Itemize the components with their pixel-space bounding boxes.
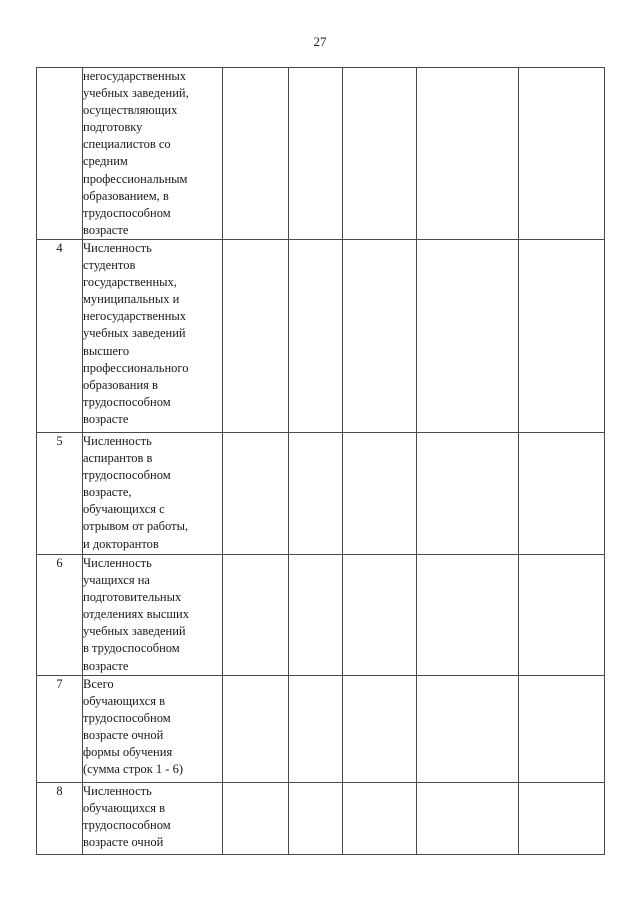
table-cell — [289, 555, 343, 676]
table-cell — [223, 676, 289, 783]
table-cell — [223, 555, 289, 676]
table-row — [37, 783, 605, 855]
description-line: Численность — [83, 434, 152, 448]
table-cell — [519, 555, 605, 676]
description-line: негосударственных — [83, 309, 187, 324]
table-row — [37, 68, 605, 240]
table-cell — [417, 433, 519, 555]
description-line: возрасте, — [83, 485, 132, 500]
row-description — [83, 240, 223, 433]
description-line: отрывом от работы, — [83, 519, 189, 534]
table-cell — [223, 783, 289, 855]
description-line: аспирантов в — [83, 451, 153, 466]
table-row — [37, 676, 605, 783]
description-line: трудоспособном — [83, 711, 171, 726]
description-line: трудоспособном — [83, 468, 171, 483]
description-line: негосударственных — [83, 69, 187, 83]
description-line: возрасте очной — [83, 728, 164, 743]
table-cell — [289, 676, 343, 783]
table-cell — [223, 68, 289, 240]
description-line: специалистов со — [83, 137, 171, 152]
table-cell — [519, 68, 605, 240]
row-number: 6 — [37, 555, 83, 676]
table-cell — [343, 433, 417, 555]
table-cell — [519, 783, 605, 855]
table-cell — [343, 783, 417, 855]
description-line: возрасте очной — [83, 835, 164, 850]
description-line: возрасте — [83, 222, 129, 237]
description-line: подготовительных — [83, 590, 182, 605]
description-line: возрасте — [83, 658, 129, 673]
table-cell — [417, 676, 519, 783]
row-number: 7 — [37, 676, 83, 783]
description-line: в трудоспособном — [83, 641, 180, 656]
description-line: учебных заведений — [83, 624, 186, 639]
description-line: средним — [83, 154, 128, 169]
table-cell — [519, 433, 605, 555]
table-cell — [343, 676, 417, 783]
description-line: высшего — [83, 343, 130, 358]
data-table — [36, 67, 605, 855]
description-line: возрасте — [83, 411, 129, 426]
description-line: учащихся на — [83, 573, 150, 588]
row-description — [83, 433, 223, 555]
table-cell — [417, 68, 519, 240]
description-line: Численность — [83, 556, 152, 570]
table-cell — [417, 783, 519, 855]
row-description — [83, 68, 223, 240]
row-number: 4 — [37, 240, 83, 433]
table-cell — [343, 240, 417, 433]
description-line: профессиональным — [83, 171, 188, 186]
table-cell — [289, 433, 343, 555]
description-line: обучающихся в — [83, 801, 166, 816]
description-line: студентов — [83, 258, 136, 273]
description-line: осуществляющих — [83, 103, 178, 118]
table-cell — [417, 555, 519, 676]
row-description — [83, 555, 223, 676]
description-line: учебных заведений, — [83, 86, 189, 101]
description-line: трудоспособном — [83, 205, 171, 220]
description-line: трудоспособном — [83, 818, 171, 833]
row-number — [37, 68, 83, 240]
description-line: и докторантов — [83, 536, 159, 551]
description-line: Численность — [83, 784, 152, 798]
table-cell — [417, 240, 519, 433]
description-line: Всего — [83, 677, 114, 691]
row-number: 5 — [37, 433, 83, 555]
table-row — [37, 433, 605, 555]
table-cell — [289, 68, 343, 240]
description-line: подготовку — [83, 120, 143, 135]
description-line: формы обучения — [83, 745, 173, 760]
table-cell — [289, 783, 343, 855]
table-cell — [343, 68, 417, 240]
description-line: государственных, — [83, 275, 177, 290]
page-number: 27 — [313, 34, 327, 49]
description-line: образования в — [83, 377, 158, 392]
description-line: образованием, в — [83, 188, 169, 203]
description-line: отделениях высших — [83, 607, 189, 622]
description-line: (сумма строк 1 - 6) — [83, 762, 183, 777]
description-line: обучающихся с — [83, 502, 165, 517]
row-number: 8 — [37, 783, 83, 855]
description-line: учебных заведений — [83, 326, 186, 341]
table-cell — [519, 676, 605, 783]
row-description — [83, 676, 223, 783]
description-line: профессионального — [83, 360, 189, 375]
row-description — [83, 783, 223, 855]
table-cell — [223, 433, 289, 555]
table-cell — [223, 240, 289, 433]
description-line: трудоспособном — [83, 394, 171, 409]
description-line: Численность — [83, 241, 152, 255]
table-row — [37, 240, 605, 433]
table-row — [37, 555, 605, 676]
table-cell — [343, 555, 417, 676]
table-cell — [289, 240, 343, 433]
description-line: обучающихся в — [83, 694, 166, 709]
description-line: муниципальных и — [83, 292, 180, 307]
table-cell — [519, 240, 605, 433]
